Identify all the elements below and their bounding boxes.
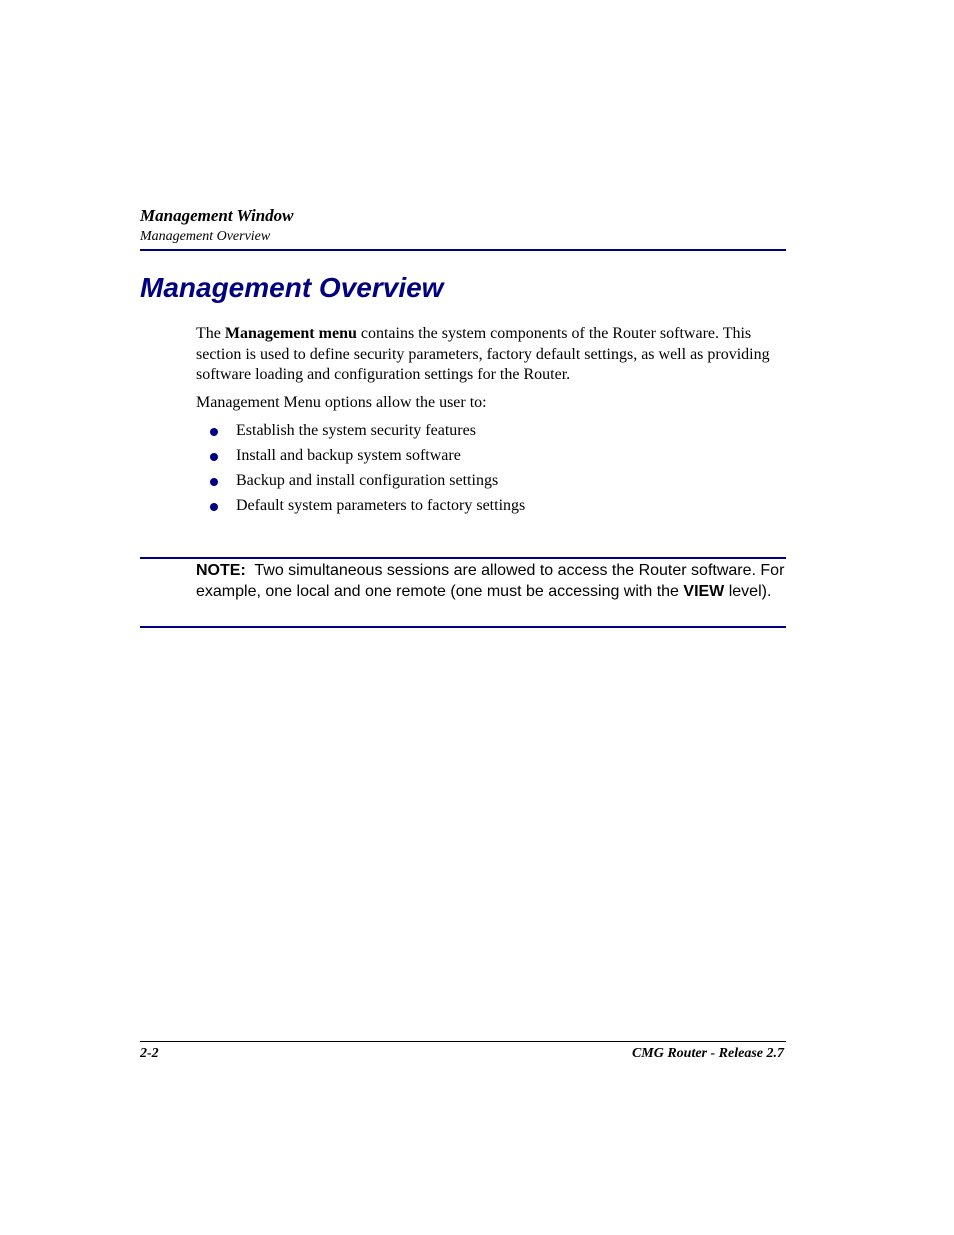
list-item-text: Backup and install configuration settings [236, 472, 499, 489]
list-item-text: Default system parameters to factory settings [236, 497, 526, 514]
bullet-dot-icon [210, 428, 218, 436]
list-item [196, 421, 525, 446]
list-item-text: Install and backup system software [236, 447, 461, 464]
note-top-divider [140, 557, 786, 559]
bullet-dot-icon [210, 478, 218, 486]
options-list [196, 421, 525, 521]
header-divider [140, 249, 786, 251]
bullet-dot-icon [210, 503, 218, 511]
list-item [196, 446, 525, 471]
running-header-section: Management Overview [140, 229, 271, 244]
intro-bold-term: Management menu [224, 325, 357, 342]
page-title: Management Overview [140, 272, 444, 303]
intro-suffix: contains the system components of the Router software. This section is used to define security parameters, factory default settings, as well as providing software loading and configuration settings for the Router. [196, 325, 770, 383]
footer-doc-title: CMG Router - Release 2.7 [631, 1046, 784, 1061]
options-lead-text: Management Menu options allow the user to: [196, 394, 487, 411]
list-item-text: Establish the system security features [236, 422, 476, 439]
note-bold-term: VIEW [683, 582, 725, 600]
intro-paragraph [196, 324, 792, 386]
intro-prefix: The [196, 325, 225, 342]
page-number: 2-2 [140, 1046, 159, 1061]
note-text-before: Two simultaneous sessions are allowed to access the Router software. For example, one local and one remote (one must be accessing with the [196, 562, 789, 600]
note-label: NOTE: [196, 562, 246, 579]
note-bottom-divider [140, 626, 786, 628]
bullet-dot-icon [210, 453, 218, 461]
running-header-chapter: Management Window [140, 206, 294, 225]
list-item [196, 471, 525, 496]
note-text-after: level). [724, 582, 772, 600]
footer-divider [140, 1041, 786, 1042]
list-item [196, 496, 525, 521]
note-box [196, 561, 788, 602]
